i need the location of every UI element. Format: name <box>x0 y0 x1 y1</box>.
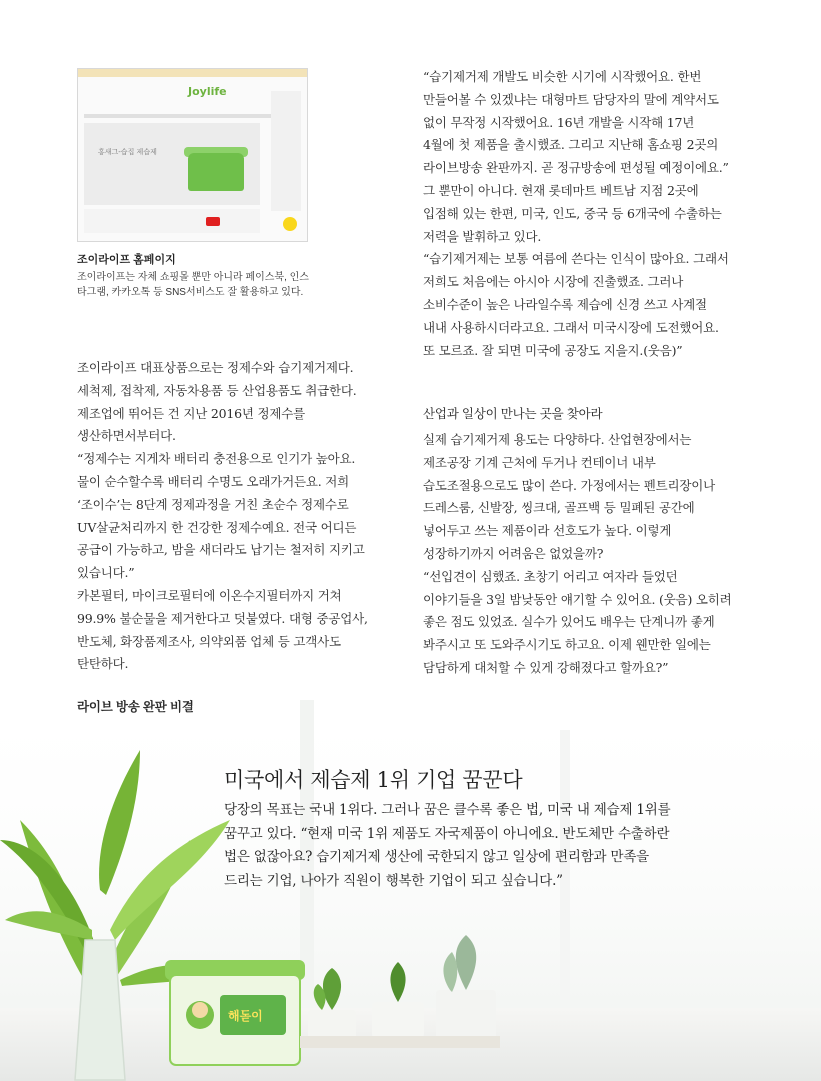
text-line: 법은 없잖아요? 습기제거제 생산에 국한되지 않고 일상에 편리함과 만족을 <box>224 849 649 865</box>
screenshot-top-banner <box>78 69 307 77</box>
text-line: 있습니다.” <box>77 565 135 581</box>
text-line: 넣어두고 쓰는 제품이라 선호도가 높다. 이렇게 <box>423 523 672 539</box>
text-line: 당장의 목표는 국내 1위다. 그러나 꿈은 클수록 좋은 법, 미국 내 제습제 1위를 <box>224 802 671 818</box>
product-container <box>165 960 305 1065</box>
text-line: 탄탄하다. <box>77 656 129 672</box>
figure-caption-text: 조이라이프는 자체 쇼핑몰 뿐만 아니라 페이스북, 인스타그램, 카카오톡 등 SNS서비스도 잘 활용하고 있다. <box>77 272 309 298</box>
text-line: 없이 무작정 시작했어요. 16년 개발을 시작해 17년 <box>423 114 695 130</box>
screenshot-product-row <box>84 209 260 233</box>
youtube-icon <box>206 217 220 226</box>
text-line: 내내 사용하시더라고요. 그래서 미국시장에 도전했어요. <box>423 319 719 335</box>
text-line: 꿈꾸고 있다. “현재 미국 1위 제품도 자국제품이 아니에요. 반도체만 수출하란 <box>224 825 670 842</box>
text-line: 담담하게 대처할 수 있게 강해졌다고 할까요?” <box>423 659 669 675</box>
text-line: 또 모르죠. 잘 되면 미국에 공장도 지을지.(웃음)” <box>423 342 683 358</box>
section-subheading: 산업과 일상이 만나는 곳을 찾아라 <box>423 407 603 421</box>
text-line: 저희도 처음에는 아시아 시장에 진출했죠. 그러나 <box>423 274 684 290</box>
feature-text <box>224 799 764 893</box>
text-line: 세척제, 접착제, 자동차용품 등 산업용품도 취급한다. <box>77 382 357 398</box>
text-line: 만들어볼 수 있겠냐는 대형마트 담당자의 말에 계약서도 <box>423 91 719 107</box>
text-line: 드리는 기업, 나아가 직원이 행복한 기업이 되고 싶습니다.” <box>224 872 563 889</box>
text-line: 공급이 가능하고, 밤을 새더라도 납기는 철저히 지키고 <box>77 542 365 558</box>
screenshot-nav <box>84 114 274 118</box>
text-line: 소비수준이 높은 나라일수록 제습에 신경 쓰고 사계절 <box>423 296 707 312</box>
text-line: 실제 습기제거제 용도는 다양하다. 산업현장에서는 <box>423 432 692 447</box>
text-line: “습기제거제 개발도 비슷한 시기에 시작했어요. 한번 <box>423 69 702 84</box>
text-line: ‘조이수’는 8단계 정제과정을 거친 초순수 정제수로 <box>77 496 349 512</box>
text-line: UV살균처리까지 한 건강한 정제수예요. 전국 어디든 <box>77 519 357 535</box>
right-column-bottom <box>423 429 763 680</box>
text-line: 입점해 있는 한편, 미국, 인도, 중국 등 6개국에 수출하는 <box>423 205 722 221</box>
text-line: 이야기들을 3일 밤낮동안 얘기할 수 있어요. (웃음) 오히려 <box>423 591 732 607</box>
product-box-image <box>188 153 244 191</box>
text-line: 성장하기까지 어려움은 없었을까? <box>423 545 604 561</box>
text-line: 99.9% 불순물을 제거한다고 덧붙였다. 대형 중공업사, <box>77 610 368 626</box>
text-line: “선입견이 심했죠. 초창기 어리고 여자라 들었던 <box>423 568 678 584</box>
text-line: 생산하면서부터다. <box>77 428 176 444</box>
text-line: 그 뿐만이 아니다. 현재 롯데마트 베트남 지점 2곳에 <box>423 182 699 198</box>
text-line: 라이브방송 완판까지. 곧 정규방송에 편성될 예정이에요.” <box>423 160 729 176</box>
feature-heading: 미국에서 제습제 1위 기업 꿈꾼다 <box>224 768 523 792</box>
kakaotalk-icon <box>283 217 297 231</box>
left-column <box>77 357 397 676</box>
screenshot-main-banner <box>84 123 260 205</box>
screenshot-sidebar <box>271 91 301 211</box>
text-line: 저력을 발휘하고 있다. <box>423 228 542 244</box>
text-line: 봐주시고 또 도와주시기도 하고요. 이제 웬만한 일에는 <box>423 637 711 653</box>
homepage-screenshot <box>77 68 308 242</box>
text-line: “습기제거제는 보통 여름에 쓴다는 인식이 많아요. 그래서 <box>423 251 729 267</box>
screenshot-banner-text: 홍새그-습집 제습제 <box>98 148 157 156</box>
text-line: 좋은 점도 있었죠. 실수가 있어도 배우는 단계니까 좋게 <box>423 614 715 630</box>
text-line: 카본필터, 마이크로필터에 이온수지필터까지 거쳐 <box>77 587 342 603</box>
figure-caption-title: 조이라이프 홈페이지 <box>77 254 176 266</box>
text-line: 반도체, 화장품제조사, 의약외품 업체 등 고객사도 <box>77 633 341 649</box>
text-line: 4월에 첫 제품을 출시했죠. 그리고 지난해 홈쇼핑 2곳의 <box>423 137 719 153</box>
text-line: “정제수는 지게차 배터리 충전용으로 인기가 높아요. <box>77 451 356 467</box>
text-line: 조이라이프 대표상품으로는 정제수와 습기제거제다. <box>77 360 354 375</box>
text-line: 드레스룸, 신발장, 씽크대, 골프백 등 밀폐된 공간에 <box>423 500 695 516</box>
text-line: 제조공장 기계 근처에 두거나 컨테이너 내부 <box>423 454 656 470</box>
text-line: 습도조절용으로도 많이 쓴다. 가정에서는 펜트리장이나 <box>423 477 715 493</box>
product-label: 해돋이 <box>228 1009 263 1023</box>
text-line: 제조업에 뛰어든 건 지난 2016년 정제수를 <box>77 405 306 421</box>
text-line: 물이 순수할수록 배터리 수명도 오래가거든요. 저희 <box>77 473 350 489</box>
right-column-top <box>423 66 763 362</box>
screenshot-logo: Joylife <box>188 85 227 98</box>
